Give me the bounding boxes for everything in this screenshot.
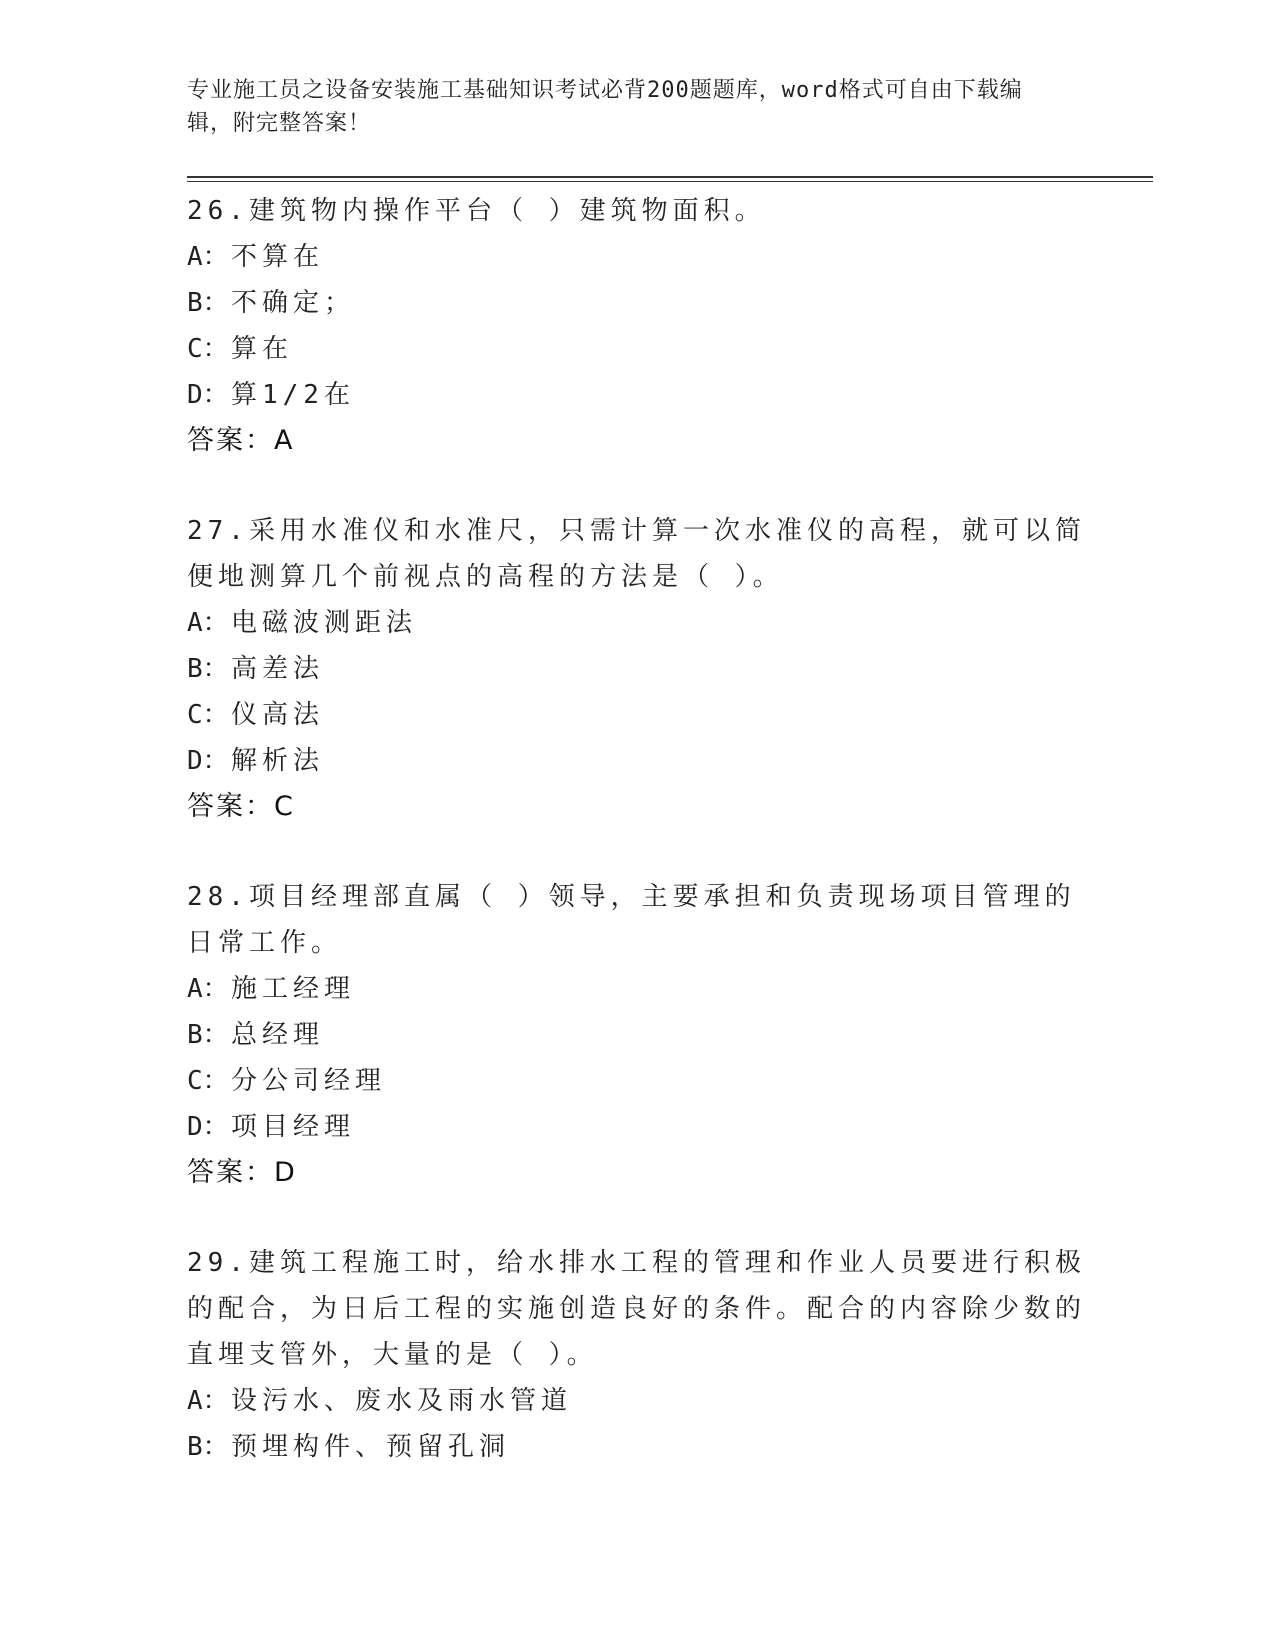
option-a — [187, 966, 1087, 1012]
option-text: 解析法 — [231, 746, 325, 776]
question-stem: 28.项目经理部直属（ ）领导，主要承担和负责现场项目管理的日常工作。 — [187, 882, 1076, 958]
option-key: B： — [187, 1432, 229, 1462]
option-key: C： — [187, 1066, 229, 1096]
option-b — [187, 1424, 1087, 1470]
option-key: D： — [187, 380, 229, 410]
option-c — [187, 692, 1087, 738]
option-text: 算在 — [231, 334, 294, 364]
option-a — [187, 1378, 1087, 1424]
option-key: D： — [187, 746, 229, 776]
question-26 — [187, 188, 1087, 464]
option-text: 高差法 — [231, 654, 325, 684]
option-key: A： — [187, 242, 229, 272]
option-text: 算1/2在 — [231, 380, 355, 410]
option-a — [187, 600, 1087, 646]
answer-line: 答案：D — [187, 1157, 297, 1188]
question-stem: 29.建筑工程施工时，给水排水工程的管理和作业人员要进行积极的配合，为日后工程的实施创造良好的条件。配合的内容除少数的直埋支管外，大量的是（ ）。 — [187, 1248, 1087, 1370]
option-text: 仪高法 — [231, 700, 325, 730]
option-key: D： — [187, 1112, 229, 1142]
option-key: A： — [187, 974, 229, 1004]
question-27 — [187, 508, 1087, 830]
option-text: 电磁波测距法 — [231, 608, 418, 638]
option-key: B： — [187, 654, 229, 684]
option-d — [187, 738, 1087, 784]
question-list — [187, 188, 1087, 1514]
option-key: A： — [187, 1386, 229, 1416]
option-text: 总经理 — [231, 1020, 325, 1050]
option-text: 施工经理 — [231, 974, 356, 1004]
option-key: B： — [187, 288, 229, 318]
question-stem: 27.采用水准仪和水准尺，只需计算一次水准仪的高程，就可以简便地测算几个前视点的高程的方法是（ ）。 — [187, 516, 1086, 592]
header-divider-top — [187, 176, 1153, 178]
option-text: 项目经理 — [231, 1112, 356, 1142]
option-d — [187, 372, 1087, 418]
option-b — [187, 646, 1087, 692]
option-b — [187, 280, 1087, 326]
option-key: A： — [187, 608, 229, 638]
option-a — [187, 234, 1087, 280]
option-text: 分公司经理 — [231, 1066, 387, 1096]
document-header: 专业施工员之设备安装施工基础知识考试必背200题题库，word格式可自由下载编辑，附完整答案！ — [187, 78, 1023, 136]
question-28 — [187, 874, 1087, 1196]
question-29 — [187, 1240, 1087, 1470]
option-key: B： — [187, 1020, 229, 1050]
option-key: C： — [187, 700, 229, 730]
option-text: 不确定； — [231, 288, 356, 318]
question-stem: 26.建筑物内操作平台（ ）建筑物面积。 — [187, 196, 766, 226]
option-text: 不算在 — [231, 242, 325, 272]
option-b — [187, 1012, 1087, 1058]
option-d — [187, 1104, 1087, 1150]
answer-line: 答案：A — [187, 425, 295, 456]
option-key: C： — [187, 334, 229, 364]
option-text: 设污水、废水及雨水管道 — [231, 1386, 573, 1416]
option-c — [187, 326, 1087, 372]
option-text: 预埋构件、预留孔洞 — [231, 1432, 511, 1462]
option-c — [187, 1058, 1087, 1104]
answer-line: 答案：C — [187, 791, 295, 822]
header-divider-bottom — [187, 181, 1153, 182]
